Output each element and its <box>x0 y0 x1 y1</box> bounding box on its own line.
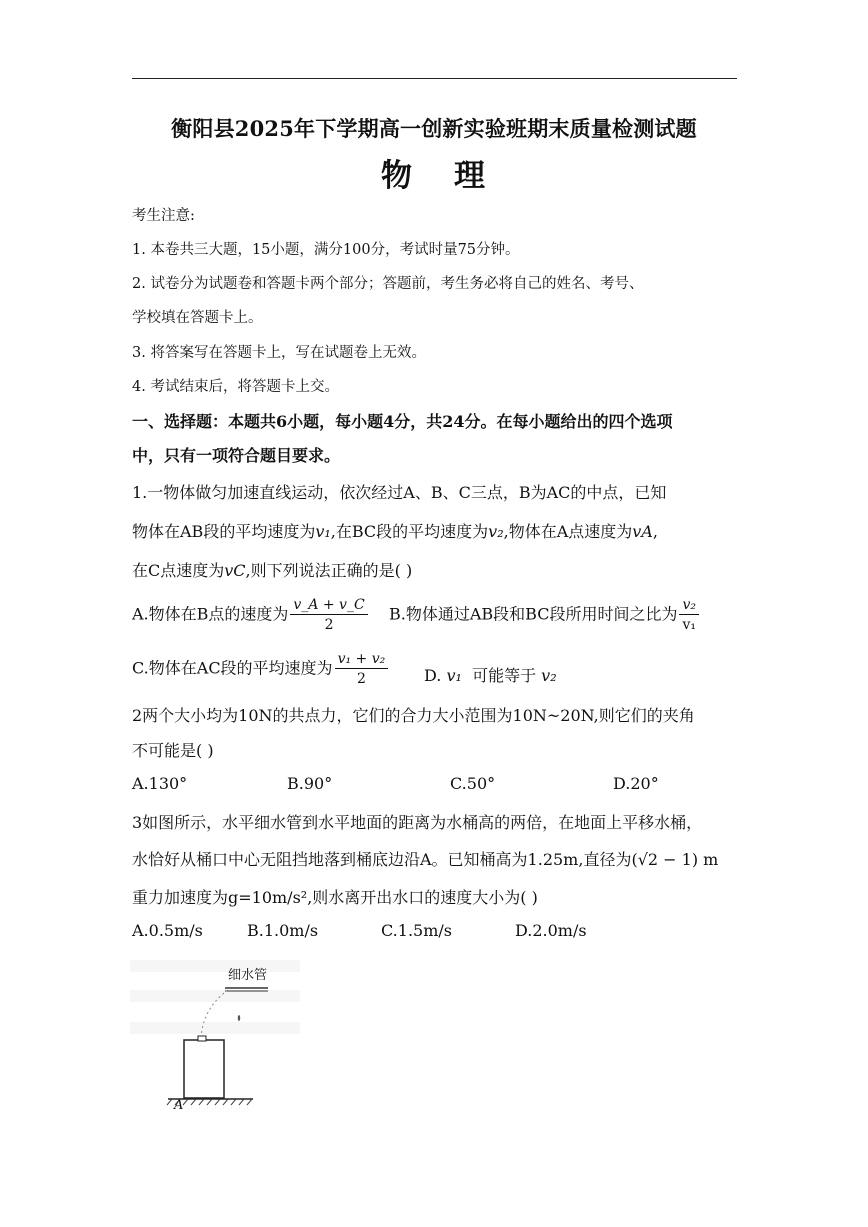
q1-line1: 1.一物体做匀加速直线运动，依次经过A、B、C三点，B为AC的中点，已知 <box>132 483 667 502</box>
notice-heading: 考生注意: <box>132 208 195 224</box>
q3-figure <box>128 958 308 1118</box>
q1-text-d: 在C点速度为 <box>132 561 225 580</box>
q3-line2 <box>132 847 718 870</box>
notice-item-4: 4. 考试结束后，将答题卡上交。 <box>132 379 339 395</box>
q1-option-b-text: B.物体通过AB段和BC段所用时间之比为 <box>389 604 678 624</box>
q2-line1: 2两个大小均为10N的共点力，它们的合力大小范围为10N~20N,则它们的夹角 <box>132 706 695 725</box>
q2-option-a: A.130° <box>132 774 188 793</box>
q3-option-b: B.1.0m/s <box>247 921 319 940</box>
q1-option-b-fraction <box>679 598 699 632</box>
q3-line1: 3如图所示，水平细水管到水平地面的距离为水桶高的两倍，在地面上平移水桶， <box>132 813 703 832</box>
q3-diameter-expression: (√2 − 1) m <box>631 850 719 869</box>
q1-option-d-text: D. <box>424 666 442 685</box>
section1-heading-line2: 中，只有一项符合题目要求。 <box>132 446 341 465</box>
q2-option-b: B.90° <box>287 774 333 793</box>
notice-item-3: 3. 将答案写在答题卡上，写在试题卷上无效。 <box>132 345 426 361</box>
q1-option-b <box>389 598 701 632</box>
q1-line3 <box>132 558 412 581</box>
q1-option-d-tail: 可能等于 <box>472 666 537 685</box>
q1-v1: v₁ <box>315 522 331 541</box>
pipe-label: 细水管 <box>228 968 268 983</box>
water-drop <box>238 1015 240 1021</box>
exam-title: 衡阳县2025年下学期高一创新实验班期末质量检测试题 <box>171 116 697 141</box>
q1-option-c-text: C.物体在AC段的平均速度为 <box>132 658 333 678</box>
q2-option-d: D.20° <box>613 774 659 793</box>
q1-vA: vA <box>632 522 653 541</box>
fraction-denominator: 2 <box>356 671 366 687</box>
q1-v2: v₂ <box>488 522 504 541</box>
subject-char-1: 物 <box>381 158 414 194</box>
point-a-label: A <box>174 1098 184 1113</box>
subject-char-2: 理 <box>454 158 487 194</box>
bucket <box>184 1040 224 1098</box>
fraction-denominator: 2 <box>324 617 334 633</box>
fraction-numerator: v₁ + v₂ <box>335 652 389 669</box>
q2-option-c: C.50° <box>450 774 496 793</box>
q1-text-e: ,则下列说法正确的是( ) <box>245 561 413 580</box>
bucket-diagram <box>128 958 308 1118</box>
notice-item-2-cont: 学校填在答题卡上。 <box>132 310 263 326</box>
q1-text-a: 物体在AB段的平均速度为 <box>132 522 316 541</box>
q3-line3: 重力加速度为g=10m/s²,则水离开出水口的速度大小为( ) <box>132 888 538 907</box>
q3-option-c: C.1.5m/s <box>381 921 452 940</box>
fraction-denominator: v₁ <box>682 617 696 633</box>
q1-option-c-fraction <box>335 652 389 686</box>
fraction-numerator: v_A + v_C <box>290 598 367 615</box>
q1-line2: 物体在AB段的平均速度为v₁,在BC段的平均速度为v₂,物体在A点速度为vA, <box>132 522 658 541</box>
q1-option-d-v2: v₂ <box>541 666 557 685</box>
q2-line2: 不可能是( ) <box>132 741 214 760</box>
q3-text-a: 水恰好从桶口中心无阻挡地落到桶底边沿A。已知桶高为1.25m,直径为 <box>132 850 632 869</box>
q1-option-d <box>424 663 557 686</box>
q1-option-d-v1: v₁ <box>446 666 462 685</box>
q1-option-a-fraction <box>290 598 367 632</box>
q1-option-a-text: A.物体在B点的速度为 <box>132 604 289 624</box>
q1-option-a <box>132 598 370 632</box>
q1-vC: vC <box>224 561 246 580</box>
q1-text-c: ,物体在A点速度为 <box>503 522 633 541</box>
fraction-numerator: v₂ <box>679 598 699 615</box>
header-rule <box>132 78 737 79</box>
q3-option-d: D.2.0m/s <box>515 921 587 940</box>
subject-title <box>0 150 868 195</box>
section1-heading-line1: 一、选择题：本题共6小题，每小题4分，共24分。在每小题给出的四个选项 <box>132 412 673 431</box>
notice-item-2: 2. 试卷分为试题卷和答题卡两个部分；答题前，考生务必将自己的姓名、考号、 <box>132 276 644 292</box>
q1-text-b: ,在BC段的平均速度为 <box>330 522 489 541</box>
q1-option-c <box>132 652 390 686</box>
notice-item-1: 1. 本卷共三大题，15小题，满分100分，考试时量75分钟。 <box>132 242 520 258</box>
q3-option-a: A.0.5m/s <box>132 921 203 940</box>
bucket-handle <box>198 1036 206 1041</box>
